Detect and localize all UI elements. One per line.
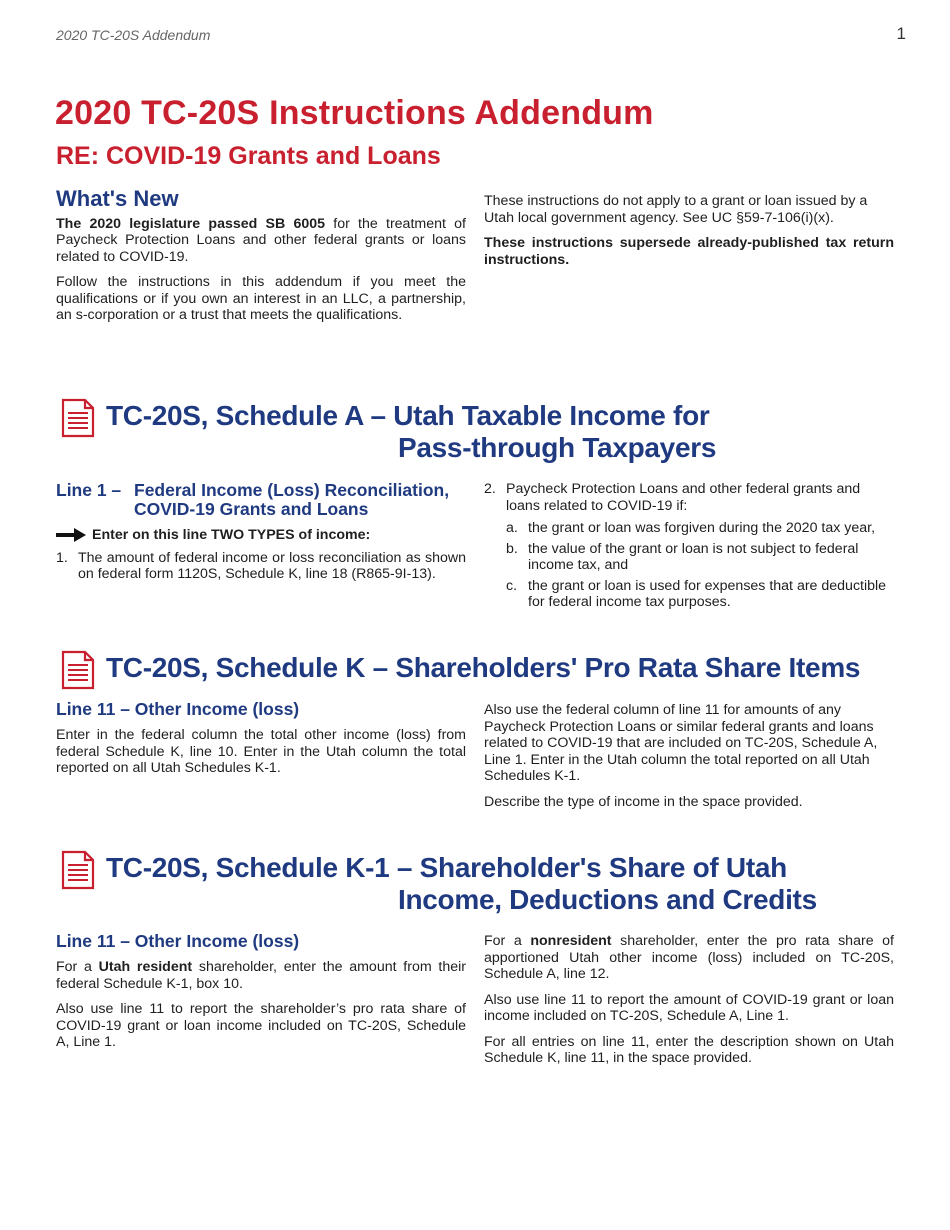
nonresident-bold: nonresident [530,933,612,949]
item1-text: The amount of federal income or loss reconciliation as shown on federal form 1120S, Schedule K, line 18 (R865-9I-13). [78,549,466,582]
k1-p3-post: shareholder, enter the pro rata share of apportioned Utah other income (loss) included on TC-20S, Schedule A, line 12. [484,933,894,982]
k1-p1-pre: For a [56,959,99,975]
sub-item-letter: a. [506,520,518,536]
page-title: 2020 TC-20S Instructions Addendum [55,94,654,132]
schedule-a-title-2: Pass-through Taxpayers [398,432,717,463]
schedule-k-p1: Enter in the federal column the total other income (loss) from federal Schedule K, line 10. Enter in the Utah column the total reported on all Utah Schedules K-1. [56,727,466,776]
utah-resident-bold: Utah resident [98,959,193,975]
list-item [506,520,894,537]
schedule-k1-p4: Also use line 11 to report the amount of COVID-19 grant or loan income included on TC-20S, Schedule A, Line 1. [484,991,894,1024]
schedule-k1-title-2: Income, Deductions and Credits [398,884,817,915]
line1-heading [56,481,466,519]
schedule-k-heading [60,652,860,690]
schedule-a-right [484,481,894,615]
right-arrow-icon [56,528,86,542]
schedule-k-line11-heading: Line 11 – Other Income (loss) [56,699,300,719]
page-subtitle: RE: COVID-19 Grants and Loans [56,142,441,170]
running-header: 2020 TC-20S Addendum [56,27,211,43]
whats-new-heading: What's New [56,186,179,211]
schedule-k1-line11-heading: Line 11 – Other Income (loss) [56,931,300,951]
whats-new-p1 [56,216,466,266]
schedule-k1-p5: For all entries on line 11, enter the description shown on Utah Schedule K, line 11, in the space provided. [484,1033,894,1066]
schedule-k1-left [56,932,466,1060]
schedule-k1-p1 [56,959,466,992]
sub-item-letter: b. [506,540,518,557]
schedule-k1-p2: Also use line 11 to report the shareholder’s pro rata share of COVID-19 grant or loan income included on TC-20S, Schedule A, Line 1. [56,1001,466,1050]
list-item [506,578,894,611]
schedule-k1-title-1: TC-20S, Schedule K-1 – Shareholder's Share of Utah [106,852,787,883]
supersede-bold: These instructions supersede already-published tax return instructions. [484,235,894,268]
document-icon [60,850,96,890]
schedule-k-p2: Also use the federal column of line 11 for amounts of any Paycheck Protection Loans or similar federal grants and loans related to COVID-19 that are included on TC-20S, Schedule A, Line 1. Enter in the Utah column the total reported on all Utah Schedules K-1. [484,702,878,784]
whats-new-left [56,186,466,333]
list-item [56,550,466,583]
schedule-k-p3: Describe the type of income in the space provided. [484,793,803,810]
line1-title-b: COVID-19 Grants and Loans [134,499,369,519]
item1-number: 1. [56,549,68,566]
whats-new-p3: These instructions do not apply to a grant or loan issued by a Utah local government agency. See UC §59-7-106(i)(x). [484,193,868,226]
whats-new-p2: Follow the instructions in this addendum if you meet the qualifications or if you own an interest in an LLC, a partnership, an s-corporation or a trust that meets the qualifications. [56,274,466,323]
arrow-instruction [56,527,466,544]
sub-item-letter: c. [506,577,518,594]
whats-new-right [484,193,894,277]
document-icon [60,650,96,690]
document-icon [60,398,96,438]
schedule-k-left [56,700,466,786]
line1-label: Line 1 – [56,480,122,500]
sub-item-text: the value of the grant or loan is not subject to federal income tax, and [528,540,859,573]
schedule-k-right [484,702,894,819]
whats-new-p1-rest: for the treatment of Paycheck Protection Loans and other federal grants or loans related to COVID-19. [56,215,466,265]
item2-number: 2. [484,481,496,497]
schedule-a-left [56,481,466,589]
sb6005-bold: The 2020 legislature passed SB 6005 [56,215,326,232]
item2-text: Paycheck Protection Loans and other federal grants and loans related to COVID-19 if: [506,481,861,514]
arrow-text: Enter on this line TWO TYPES of income: [92,527,371,543]
schedule-a-title-1: TC-20S, Schedule A – Utah Taxable Income for [106,400,710,431]
list-item [484,481,894,514]
list-item [506,541,894,574]
schedule-k1-right [484,933,894,1076]
schedule-k1-p3 [484,933,894,983]
k1-p3-pre: For a [484,933,531,949]
k1-p1-post: shareholder, enter the amount from their federal Schedule K-1, box 10. [56,959,466,992]
schedule-a-heading [60,400,716,464]
whats-new-p4 [484,235,894,268]
line1-title-a: Federal Income (Loss) Reconciliation, [134,480,450,500]
sub-item-text: the grant or loan was forgiven during the 2020 tax year, [528,520,876,536]
sub-item-text: the grant or loan is used for expenses that are deductible for federal income tax purposes. [528,577,887,610]
schedule-k1-heading [60,852,817,916]
page-number: 1 [896,24,906,43]
schedule-k-title: TC-20S, Schedule K – Shareholders' Pro Rata Share Items [106,652,861,683]
